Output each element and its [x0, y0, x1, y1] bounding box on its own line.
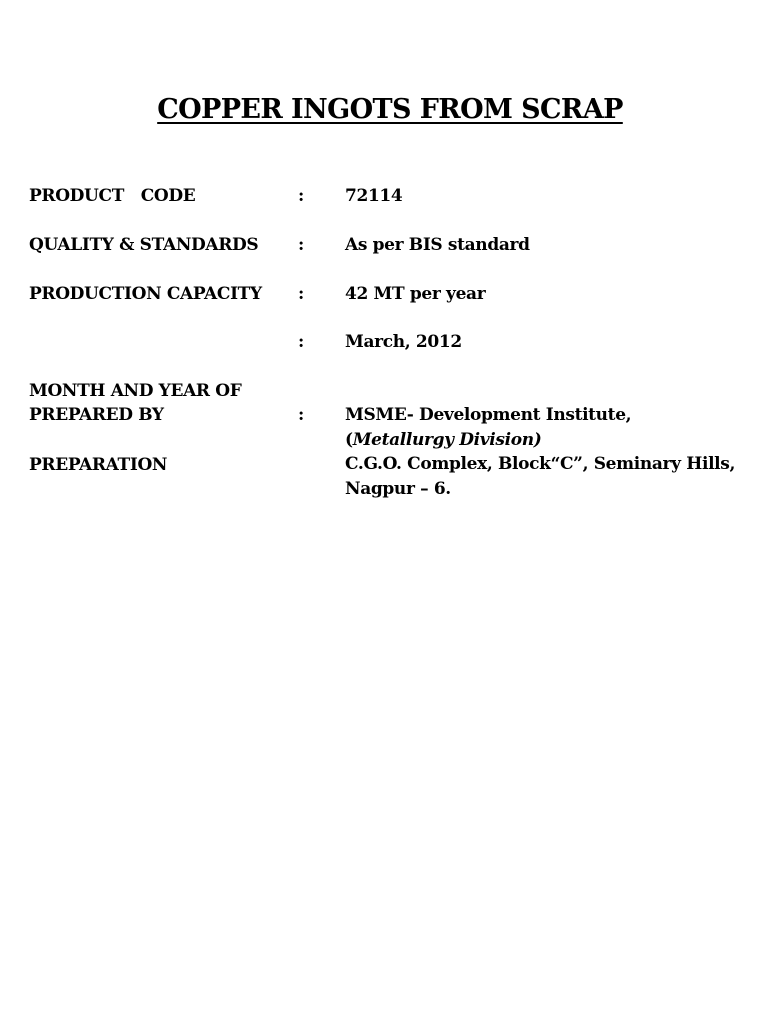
- separator-colon: :: [298, 332, 304, 352]
- production-capacity-value: 42 MT per year: [345, 284, 486, 304]
- separator-colon: :: [298, 235, 304, 255]
- separator-colon: :: [298, 186, 304, 206]
- month-year-label-line1: MONTH AND YEAR OF: [29, 381, 242, 401]
- prepared-by-address: C.G.O. Complex, Block“C”, Seminary Hills,: [345, 454, 736, 474]
- month-year-label: [29, 330, 294, 526]
- production-capacity-label: PRODUCTION CAPACITY: [29, 284, 262, 304]
- separator-colon: :: [298, 284, 304, 304]
- prepared-by-division: [345, 428, 755, 453]
- prepared-by-city: Nagpur – 6.: [345, 478, 451, 499]
- month-year-label-line2: PREPARATION: [29, 454, 168, 475]
- document-title: COPPER INGOTS FROM SCRAP: [157, 94, 623, 125]
- division-open-paren: (: [345, 429, 353, 450]
- month-year-value: March, 2012: [345, 332, 462, 352]
- product-code-value: 72114: [345, 186, 403, 206]
- prepared-by-label: PREPARED BY: [29, 405, 164, 425]
- quality-standards-value: As per BIS standard: [345, 235, 530, 255]
- quality-standards-label: QUALITY & STANDARDS: [29, 235, 259, 255]
- division-name: Metallurgy Division): [352, 429, 542, 450]
- prepared-by-institute: MSME- Development Institute,: [345, 405, 632, 425]
- separator-colon: :: [298, 405, 304, 425]
- product-code-label: PRODUCT CODE: [29, 186, 196, 206]
- prepared-by-value: [345, 403, 755, 501]
